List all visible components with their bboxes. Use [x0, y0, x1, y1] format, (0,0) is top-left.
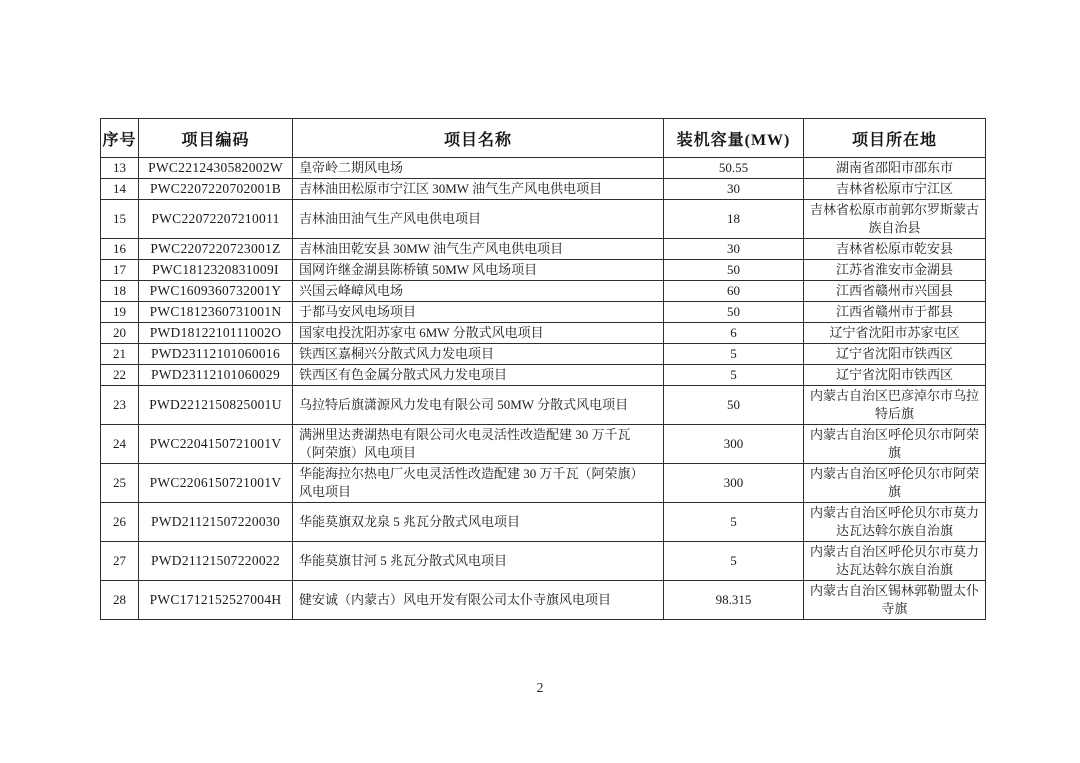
capacity-value: 60 [664, 281, 804, 302]
project-name: 皇帝岭二期风电场 [293, 158, 664, 179]
project-location: 吉林省松原市前郭尔罗斯蒙古族自治县 [804, 200, 986, 239]
project-name: 华能莫旗双龙泉 5 兆瓦分散式风电项目 [293, 503, 664, 542]
row-number: 21 [101, 344, 139, 365]
project-name: 于都马安风电场项目 [293, 302, 664, 323]
capacity-value: 6 [664, 323, 804, 344]
project-code: PWD21121507220022 [139, 542, 293, 581]
project-name: 华能莫旗甘河 5 兆瓦分散式风电项目 [293, 542, 664, 581]
table-row [101, 542, 986, 581]
row-number: 14 [101, 179, 139, 200]
project-name: 吉林油田松原市宁江区 30MW 油气生产风电供电项目 [293, 179, 664, 200]
table-row [101, 323, 986, 344]
row-number: 18 [101, 281, 139, 302]
project-name: 铁西区嘉桐兴分散式风力发电项目 [293, 344, 664, 365]
capacity-value: 50.55 [664, 158, 804, 179]
row-number: 16 [101, 239, 139, 260]
capacity-value: 5 [664, 344, 804, 365]
project-name: 国网许继金湖县陈桥镇 50MW 风电场项目 [293, 260, 664, 281]
project-code: PWC1812360731001N [139, 302, 293, 323]
project-table [100, 118, 986, 620]
project-location: 内蒙古自治区呼伦贝尔市阿荣旗 [804, 425, 986, 464]
project-name: 兴国云峰嶂风电场 [293, 281, 664, 302]
row-number: 27 [101, 542, 139, 581]
project-location: 湖南省邵阳市邵东市 [804, 158, 986, 179]
project-name: 铁西区有色金属分散式风力发电项目 [293, 365, 664, 386]
capacity-value: 5 [664, 503, 804, 542]
project-location: 内蒙古自治区呼伦贝尔市莫力达瓦达斡尔族自治旗 [804, 542, 986, 581]
project-code: PWC1712152527004H [139, 581, 293, 620]
row-number: 28 [101, 581, 139, 620]
capacity-value: 50 [664, 386, 804, 425]
capacity-value: 300 [664, 464, 804, 503]
table-row [101, 365, 986, 386]
row-number: 22 [101, 365, 139, 386]
project-location: 内蒙古自治区巴彦淖尔市乌拉特后旗 [804, 386, 986, 425]
project-name: 国家电投沈阳苏家屯 6MW 分散式风电项目 [293, 323, 664, 344]
column-header-location: 项目所在地 [804, 119, 986, 158]
project-code: PWC2206150721001V [139, 464, 293, 503]
project-location: 辽宁省沈阳市铁西区 [804, 365, 986, 386]
column-header-code: 项目编码 [139, 119, 293, 158]
row-number: 24 [101, 425, 139, 464]
capacity-value: 98.315 [664, 581, 804, 620]
capacity-value: 30 [664, 179, 804, 200]
project-location: 江苏省淮安市金湖县 [804, 260, 986, 281]
project-code: PWD21121507220030 [139, 503, 293, 542]
capacity-value: 18 [664, 200, 804, 239]
project-name: 吉林油田油气生产风电供电项目 [293, 200, 664, 239]
table-row [101, 302, 986, 323]
row-number: 19 [101, 302, 139, 323]
project-code: PWD1812210111002O [139, 323, 293, 344]
table-row [101, 581, 986, 620]
project-name: 健安诚（内蒙古）风电开发有限公司太仆寺旗风电项目 [293, 581, 664, 620]
project-code: PWC1812320831009I [139, 260, 293, 281]
project-location: 江西省赣州市兴国县 [804, 281, 986, 302]
table-row [101, 239, 986, 260]
table-header [101, 119, 986, 158]
project-code: PWC2207220702001B [139, 179, 293, 200]
table-row [101, 179, 986, 200]
row-number: 15 [101, 200, 139, 239]
table-row [101, 425, 986, 464]
project-code: PWC22072207210011 [139, 200, 293, 239]
page-number: 2 [536, 681, 544, 696]
project-code: PWD23112101060029 [139, 365, 293, 386]
project-code: PWD23112101060016 [139, 344, 293, 365]
project-location: 江西省赣州市于都县 [804, 302, 986, 323]
capacity-value: 50 [664, 260, 804, 281]
project-location: 辽宁省沈阳市铁西区 [804, 344, 986, 365]
row-number: 17 [101, 260, 139, 281]
project-name: 乌拉特后旗潇源风力发电有限公司 50MW 分散式风电项目 [293, 386, 664, 425]
project-code: PWC2212430582002W [139, 158, 293, 179]
project-location: 吉林省松原市宁江区 [804, 179, 986, 200]
project-code: PWC2207220723001Z [139, 239, 293, 260]
project-code: PWC2204150721001V [139, 425, 293, 464]
row-number: 25 [101, 464, 139, 503]
project-location: 内蒙古自治区呼伦贝尔市阿荣旗 [804, 464, 986, 503]
project-location: 内蒙古自治区锡林郭勒盟太仆寺旗 [804, 581, 986, 620]
project-location: 内蒙古自治区呼伦贝尔市莫力达瓦达斡尔族自治旗 [804, 503, 986, 542]
row-number: 23 [101, 386, 139, 425]
column-header-capacity: 装机容量(MW) [664, 119, 804, 158]
project-location: 辽宁省沈阳市苏家屯区 [804, 323, 986, 344]
table-row [101, 344, 986, 365]
header-row [101, 119, 986, 158]
project-location: 吉林省松原市乾安县 [804, 239, 986, 260]
project-name: 吉林油田乾安县 30MW 油气生产风电供电项目 [293, 239, 664, 260]
capacity-value: 300 [664, 425, 804, 464]
table-row [101, 200, 986, 239]
project-code: PWD2212150825001U [139, 386, 293, 425]
project-code: PWC1609360732001Y [139, 281, 293, 302]
row-number: 20 [101, 323, 139, 344]
table-row [101, 158, 986, 179]
capacity-value: 5 [664, 365, 804, 386]
table-row [101, 503, 986, 542]
capacity-value: 50 [664, 302, 804, 323]
table-row [101, 260, 986, 281]
project-table-body [101, 158, 986, 620]
row-number: 13 [101, 158, 139, 179]
row-number: 26 [101, 503, 139, 542]
table-row [101, 386, 986, 425]
capacity-value: 30 [664, 239, 804, 260]
capacity-value: 5 [664, 542, 804, 581]
column-header-name: 项目名称 [293, 119, 664, 158]
project-name: 华能海拉尔热电厂火电灵活性改造配建 30 万千瓦（阿荣旗）风电项目 [293, 464, 664, 503]
table-row [101, 464, 986, 503]
column-header-index: 序号 [101, 119, 139, 158]
project-name: 满洲里达赉湖热电有限公司火电灵活性改造配建 30 万千瓦（阿荣旗）风电项目 [293, 425, 664, 464]
table-row [101, 281, 986, 302]
